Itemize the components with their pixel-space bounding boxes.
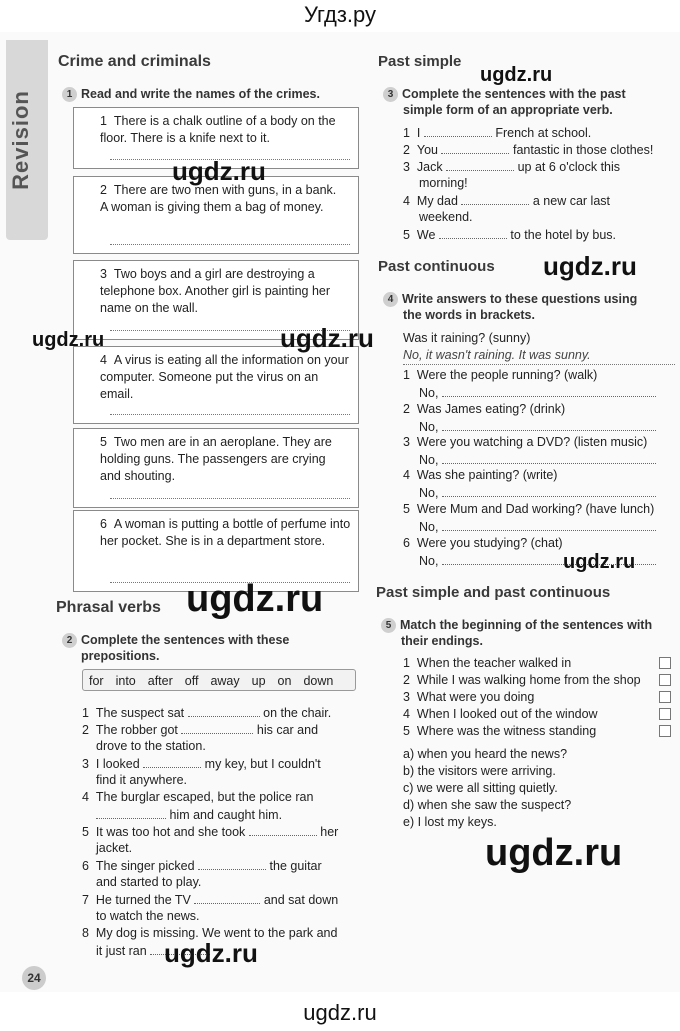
- task-number-badge: 5: [381, 618, 396, 633]
- task-3-instruction: 3 Complete the sentences with the past: [383, 86, 626, 102]
- word-box: [82, 669, 356, 691]
- match-checkbox[interactable]: [659, 674, 671, 686]
- word-chip: into: [115, 674, 136, 688]
- crime-box-1: 1 There is a chalk outline of a body on the floor. There is a knife next to it.: [73, 107, 359, 169]
- phrasal-item-6-cont: and started to play.: [96, 875, 202, 889]
- site-title[interactable]: Угдз.ру: [303, 2, 377, 27]
- past-simple-item-2: 2 You fantastic in those clothes!: [403, 143, 654, 157]
- phrasal-item-5-cont: jacket.: [96, 841, 133, 855]
- ps-pc-title: Past simple and past continuous: [376, 584, 611, 601]
- blank-field[interactable]: [441, 141, 509, 154]
- ending-c: c) we were all sitting quietly.: [403, 781, 558, 795]
- watermark: ugdz.ru: [186, 578, 324, 620]
- pc-question-5: 5 Were Mum and Dad working? (have lunch): [403, 502, 655, 516]
- word-chip: up: [251, 674, 266, 688]
- crime-section-title: Crime and criminals: [58, 53, 211, 70]
- phrasal-item-2: 2 The robber got his car and: [82, 723, 319, 737]
- past-simple-item-1: 1 I French at school.: [403, 126, 592, 140]
- pc-answer-3: No,: [419, 451, 669, 469]
- answer-line[interactable]: [110, 243, 350, 245]
- phrasal-item-4-cont: him and caught him.: [96, 806, 356, 824]
- example-answer: No, it wasn't raining. It was sunny.: [403, 347, 675, 365]
- phrasal-item-6: 6 The singer picked the guitar: [82, 859, 322, 873]
- crime-description: A woman is putting a bottle of perfume into her pocket. She is in a department store.: [100, 517, 351, 548]
- pc-answer-4: No,: [419, 484, 669, 502]
- beginning-3: 3 What were you doing: [403, 690, 535, 704]
- phrasal-section-title: Phrasal verbs: [56, 599, 161, 616]
- blank-field[interactable]: [194, 891, 260, 904]
- crime-box-6: 6 A woman is putting a bottle of perfume into her pocket. She is in a department store.: [73, 510, 359, 592]
- word-chip: down: [303, 674, 334, 688]
- beginning-1: 1 When the teacher walked in: [403, 656, 572, 670]
- crime-description: There are two men with guns, in a bank. A woman is giving them a bag of money.: [100, 183, 337, 214]
- task-1-instruction: 1 Read and write the names of the crimes.: [62, 86, 320, 102]
- past-continuous-title: Past continuous: [378, 258, 495, 275]
- answer-field[interactable]: [442, 518, 656, 531]
- pc-question-4: 4 Was she painting? (write): [403, 468, 558, 482]
- word-chip: on: [277, 674, 292, 688]
- pc-answer-2: No,: [419, 418, 669, 436]
- beginning-4: 4 When I looked out of the window: [403, 707, 598, 721]
- task-3-instruction-line2: simple form of an appropriate verb.: [403, 103, 613, 117]
- watermark: ugdz.ru: [485, 832, 623, 874]
- blank-field[interactable]: [143, 755, 201, 768]
- pc-answer-5: No,: [419, 518, 669, 536]
- match-checkbox[interactable]: [659, 657, 671, 669]
- crime-box-5: 5 Two men are in an aeroplane. They are holding guns. The passengers are crying and shouting.: [73, 428, 359, 508]
- watermark: ugdz.ru: [563, 551, 636, 573]
- crime-description: A virus is eating all the information on your computer. Someone put the virus on an email.: [100, 353, 349, 401]
- blank-field[interactable]: [439, 226, 507, 239]
- task-number-badge: 3: [383, 87, 398, 102]
- phrasal-item-7: 7 He turned the TV and sat down: [82, 893, 339, 907]
- watermark: ugdz.ru: [280, 323, 374, 353]
- watermark: ugdz.ru: [164, 938, 258, 968]
- answer-field[interactable]: [442, 484, 656, 497]
- pc-question-1: 1 Were the people running? (walk): [403, 368, 598, 382]
- word-chip: for: [89, 674, 104, 688]
- past-simple-item-5: 5 We to the hotel by bus.: [403, 228, 617, 242]
- pc-question-2: 2 Was James eating? (drink): [403, 402, 566, 416]
- match-checkbox[interactable]: [659, 725, 671, 737]
- past-simple-item-3: 3 Jack up at 6 o'clock this: [403, 160, 621, 174]
- match-checkbox[interactable]: [659, 691, 671, 703]
- beginning-5: 5 Where was the witness standing: [403, 724, 597, 738]
- blank-field[interactable]: [424, 124, 492, 137]
- phrasal-item-5: 5 It was too hot and she took her: [82, 825, 339, 839]
- pc-answer-6: No,: [419, 552, 669, 570]
- word-chip: away: [210, 674, 240, 688]
- blank-field[interactable]: [96, 806, 166, 819]
- crime-box-2: 2 There are two men with guns, in a bank. A woman is giving them a bag of money.: [73, 176, 359, 254]
- crime-box-3: 3 Two boys and a girl are destroying a telephone box. Another girl is painting her name on the wall.: [73, 260, 359, 340]
- task-4-instruction: 4 Write answers to these questions using: [383, 291, 637, 307]
- blank-field[interactable]: [461, 192, 529, 205]
- crime-description: Two men are in an aeroplane. They are holding guns. The passengers are crying and shouting.: [100, 435, 332, 483]
- example-question: Was it raining? (sunny): [403, 331, 531, 345]
- task-5-instruction-line2: their endings.: [401, 634, 483, 648]
- crime-box-4: 4 A virus is eating all the information on your computer. Someone put the virus on an email.: [73, 346, 359, 424]
- task-4-instruction-line2: the words in brackets.: [403, 308, 535, 322]
- ending-a: a) when you heard the news?: [403, 747, 568, 761]
- blank-field[interactable]: [249, 823, 317, 836]
- beginning-2: 2 While I was walking home from the shop: [403, 673, 641, 687]
- answer-field[interactable]: [442, 384, 656, 397]
- ending-e: e) I lost my keys.: [403, 815, 497, 829]
- pc-question-3: 3 Were you watching a DVD? (listen music): [403, 435, 648, 449]
- blank-field[interactable]: [446, 158, 514, 171]
- answer-field[interactable]: [442, 418, 656, 431]
- watermark: ugdz.ru: [172, 156, 266, 186]
- pc-answer-1: No,: [419, 384, 669, 402]
- blank-field[interactable]: [198, 857, 266, 870]
- watermark: ugdz.ru: [32, 329, 105, 351]
- site-footer[interactable]: ugdz.ru: [303, 1000, 377, 1025]
- past-simple-item-3-cont: morning!: [419, 176, 468, 190]
- past-simple-title: Past simple: [378, 53, 462, 70]
- answer-line[interactable]: [110, 497, 350, 499]
- task-2-instruction: 2 Complete the sentences with these: [62, 632, 289, 648]
- pc-question-6: 6 Were you studying? (chat): [403, 536, 563, 550]
- past-simple-item-4: 4 My dad a new car last: [403, 194, 610, 208]
- task-2-instruction-line2: prepositions.: [81, 649, 160, 663]
- phrasal-item-2-cont: drove to the station.: [96, 739, 206, 753]
- word-chip: off: [184, 674, 199, 688]
- page-number: 24: [22, 966, 46, 990]
- watermark: ugdz.ru: [480, 64, 553, 86]
- phrasal-item-8-cont: it just ran: [96, 942, 356, 960]
- task-number-badge: 1: [62, 87, 77, 102]
- phrasal-item-7-cont: to watch the news.: [96, 909, 200, 923]
- phrasal-item-4: 4 The burglar escaped, but the police ran: [82, 790, 314, 804]
- ending-b: b) the visitors were arriving.: [403, 764, 556, 778]
- revision-label: Revision: [8, 90, 34, 190]
- ending-d: d) when she saw the suspect?: [403, 798, 572, 812]
- phrasal-item-1: 1 The suspect sat on the chair.: [82, 706, 332, 720]
- answer-field[interactable]: [442, 451, 656, 464]
- watermark: ugdz.ru: [543, 251, 637, 281]
- answer-line[interactable]: [110, 413, 350, 415]
- word-chip: after: [147, 674, 173, 688]
- phrasal-item-8: 8 My dog is missing. We went to the park and: [82, 926, 338, 940]
- match-checkbox[interactable]: [659, 708, 671, 720]
- past-simple-item-4-cont: weekend.: [419, 210, 473, 224]
- task-5-instruction: 5 Match the beginning of the sentences with: [381, 617, 652, 633]
- blank-field[interactable]: [181, 721, 253, 734]
- task-number-badge: 4: [383, 292, 398, 307]
- task-number-badge: 2: [62, 633, 77, 648]
- crime-description: There is a chalk outline of a body on the floor. There is a knife next to it.: [100, 114, 336, 145]
- crime-description: Two boys and a girl are destroying a telephone box. Another girl is painting her name on the wall.: [100, 267, 331, 315]
- phrasal-item-3-cont: find it anywhere.: [96, 773, 188, 787]
- phrasal-item-3: 3 I looked my key, but I couldn't: [82, 757, 321, 771]
- blank-field[interactable]: [188, 704, 260, 717]
